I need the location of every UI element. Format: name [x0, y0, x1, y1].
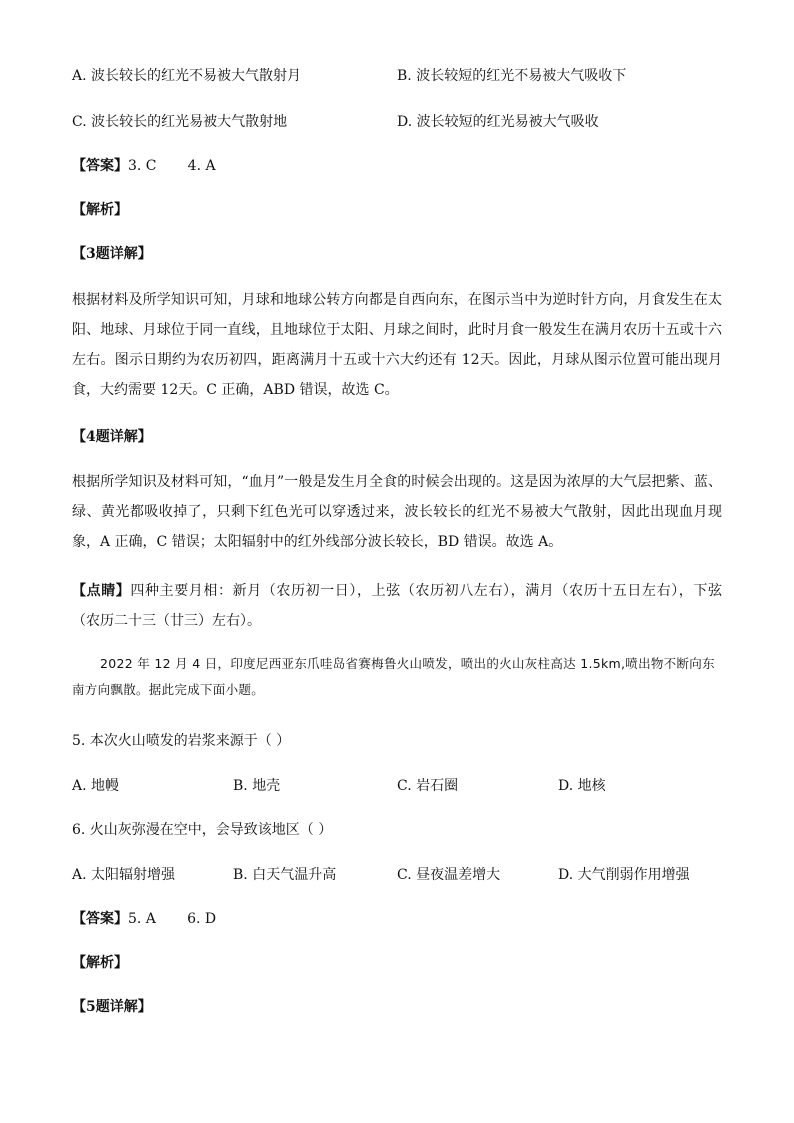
- q6-option-b: B. 白天气温升高: [233, 867, 337, 883]
- q4-option-a: A. 波长较长的红光不易被大气散射月: [72, 68, 302, 84]
- q4-option-c: C. 波长较长的红光易被大气散射地: [72, 114, 288, 130]
- answer-text: 3. C 4. A: [128, 158, 216, 174]
- answer-line-2: [72, 910, 216, 928]
- tip-tag: 【点睛】: [72, 583, 131, 599]
- q3-detail-text: 根据材料及所学知识可知，月球和地球公转方向都是自西向东，在图示当中为逆时针方向，月食发生在太阳、地球、月球位于同一直线，且地球位于太阳、月球之间时，此时月食一般发生在满月农历十五或十六左右。图示日期约为农历初四，距离满月十五或十六大约还有 12天。因此，月球从图示位置可能出现月食，大约需要 12天。C 正确，ABD 错误，故选 C。: [72, 292, 722, 398]
- q6-option-c: C. 昼夜温差增大: [397, 867, 501, 883]
- answer-text-2: 5. A 6. D: [128, 911, 217, 927]
- q5-option-b: B. 地壳: [233, 778, 281, 794]
- q3-detail-heading: 【3题详解】: [72, 246, 152, 262]
- answer-tag: 【答案】: [72, 158, 128, 174]
- q6-stem: 6. 火山灰弥漫在空中，会导致该地区（ ）: [72, 822, 333, 838]
- q6-option-a: A. 太阳辐射增强: [72, 867, 176, 883]
- q6-option-d: D. 大气削弱作用增强: [558, 867, 690, 883]
- q5-detail-heading: 【5题详解】: [72, 999, 152, 1015]
- answer-line-1: [72, 157, 216, 175]
- q4-option-d: D. 波长较短的红光易被大气吸收: [397, 114, 599, 130]
- answer-tag-2: 【答案】: [72, 911, 128, 927]
- q5-stem: 5. 本次火山喷发的岩浆来源于（ ）: [72, 733, 291, 749]
- q4-detail-text: 根据所学知识及材料可知，“血月”一般是发生月全食的时候会出现的。这是因为浓厚的大气层把紫、蓝、绿、黄光都吸收掉了，只剩下红色光可以穿透过来，波长较长的红光不易被大气散射，因此出现血月现象，A 正确，C 错误；太阳辐射中的红外线部分波长较长，BD 错误。故选 A。: [72, 474, 722, 550]
- q4-option-b: B. 波长较短的红光不易被大气吸收下: [397, 68, 627, 84]
- q5-option-a: A. 地幔: [72, 778, 120, 794]
- q5-option-c: C. 岩石圈: [397, 778, 459, 794]
- tip-text: 四种主要月相：新月（农历初一日），上弦（农历初八左右），满月（农历十五日左右），下弦（农历二十三（廿三）左右）。: [72, 583, 723, 629]
- material-intro: 2022 年 12 月 4 日，印度尼西亚东爪哇岛省赛梅鲁火山喷发，喷出的火山灰柱高达 1.5km,喷出物不断向东南方向飘散。据此完成下面小题。: [72, 656, 715, 697]
- q5-option-d: D. 地核: [558, 778, 606, 794]
- analysis-heading-1: 【解析】: [72, 202, 128, 218]
- q4-detail-heading: 【4题详解】: [72, 429, 152, 445]
- analysis-heading-2: 【解析】: [72, 955, 128, 971]
- tip-paragraph: [72, 576, 722, 636]
